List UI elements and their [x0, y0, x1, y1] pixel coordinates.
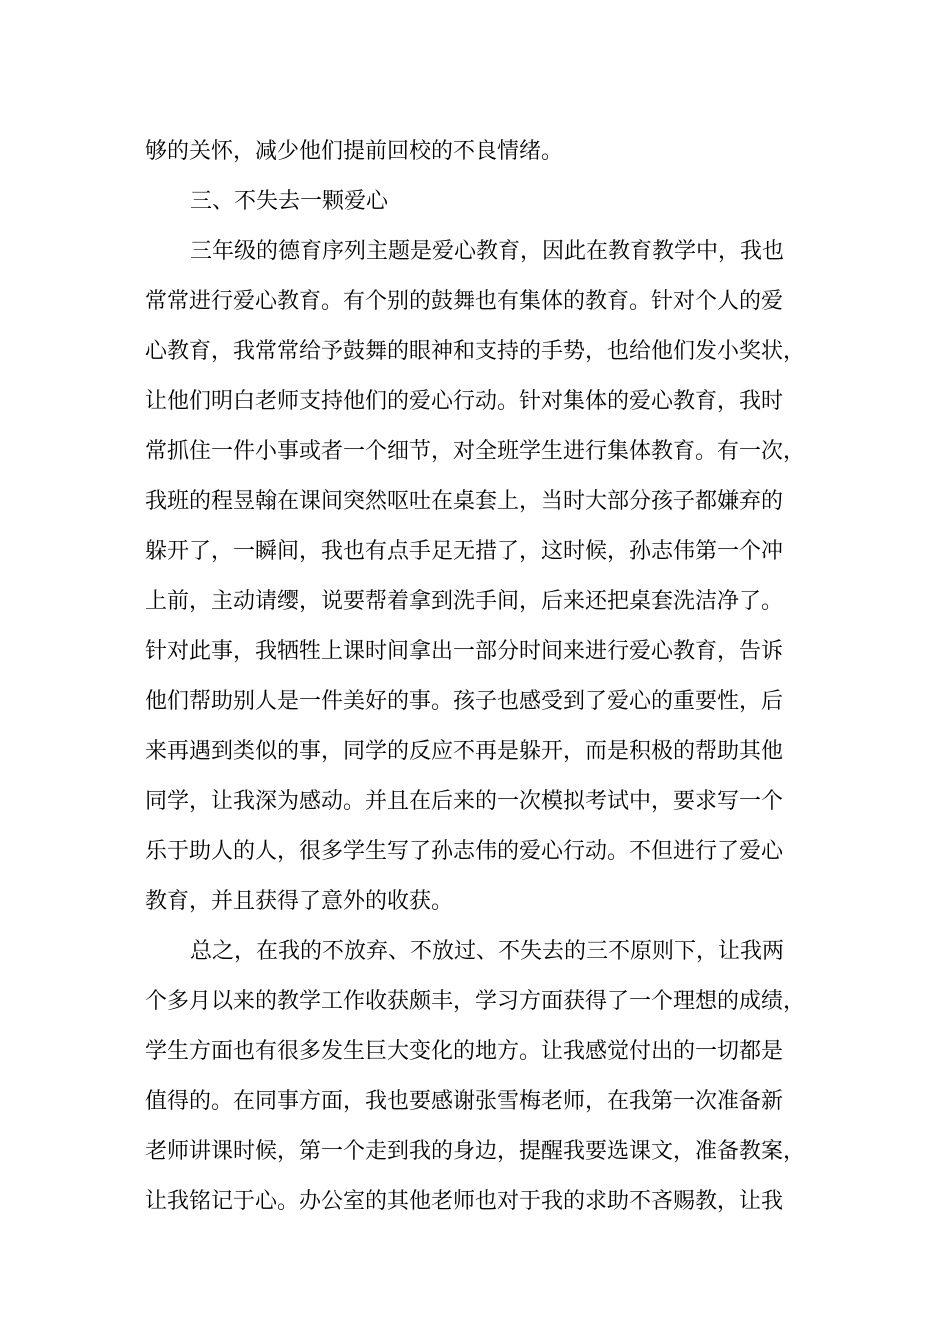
text-line [0, 337, 950, 367]
text-line-content: 我班的程昱翰在课间突然呕吐在桌套上，当时大部分孩子都嫌弃的 [145, 489, 784, 514]
text-line [0, 1037, 950, 1067]
text-line-content: 常抓住一件小事或者一个细节，对全班学生进行集体教育。有一次， [145, 439, 806, 464]
text-line-content: 让他们明白老师支持他们的爱心行动。针对集体的爱心教育，我时 [145, 389, 784, 414]
text-line-content: 来再遇到类似的事，同学的反应不再是躲开，而是积极的帮助其他 [145, 739, 784, 764]
text-line [0, 537, 950, 567]
text-line [0, 987, 950, 1017]
text-line [0, 787, 950, 817]
text-line-content: 躲开了，一瞬间，我也有点手足无措了，这时候，孙志伟第一个冲 [145, 539, 784, 564]
text-line-content: 让我铭记于心。办公室的其他老师也对于我的求助不吝赐教，让我 [145, 1189, 784, 1214]
text-line-content: 教育，并且获得了意外的收获。 [145, 889, 454, 914]
text-line-content: 三年级的德育序列主题是爱心教育，因此在教育教学中，我也 [190, 239, 785, 264]
text-line [0, 737, 950, 767]
text-line [0, 1187, 950, 1217]
text-line-content: 常常进行爱心教育。有个别的鼓舞也有集体的教育。针对个人的爱 [145, 289, 784, 314]
text-line [0, 637, 950, 667]
text-line-content: 值得的。在同事方面，我也要感谢张雪梅老师，在我第一次准备新 [145, 1089, 784, 1114]
text-line-content: 针对此事，我牺牲上课时间拿出一部分时间来进行爱心教育，告诉 [145, 639, 784, 664]
text-line [0, 137, 950, 167]
text-line-content: 学生方面也有很多发生巨大变化的地方。让我感觉付出的一切都是 [145, 1039, 784, 1064]
text-line-content: 老师讲课时候，第一个走到我的身边，提醒我要选课文，准备教案， [145, 1139, 806, 1164]
text-line-content: 同学，让我深为感动。并且在后来的一次模拟考试中，要求写一个 [145, 789, 784, 814]
text-line [0, 887, 950, 917]
text-line [0, 1087, 950, 1117]
text-line [0, 687, 950, 717]
text-line [0, 1137, 950, 1167]
text-line [0, 837, 950, 867]
section-heading-text: 三、不失去一颗爱心 [190, 189, 389, 214]
text-line [0, 437, 950, 467]
text-line-content: 上前，主动请缨，说要帮着拿到洗手间，后来还把桌套洗洁净了。 [145, 589, 784, 614]
text-line [0, 237, 950, 267]
text-line-content: 总之，在我的不放弃、不放过、不失去的三不原则下，让我两 [190, 939, 785, 964]
text-line-content: 乐于助人的人，很多学生写了孙志伟的爱心行动。不但进行了爱心 [145, 839, 784, 864]
section-heading [0, 187, 950, 217]
text-line [0, 937, 950, 967]
text-line [0, 487, 950, 517]
text-line-content: 够的关怀，减少他们提前回校的不良情绪。 [145, 139, 564, 164]
text-line [0, 387, 950, 417]
text-line [0, 587, 950, 617]
text-line-content: 个多月以来的教学工作收获颇丰，学习方面获得了一个理想的成绩， [145, 989, 806, 1014]
text-line-content: 心教育，我常常给予鼓舞的眼神和支持的手势，也给他们发小奖状， [145, 339, 806, 364]
text-line [0, 287, 950, 317]
text-line-content: 他们帮助别人是一件美好的事。孩子也感受到了爱心的重要性，后 [145, 689, 784, 714]
